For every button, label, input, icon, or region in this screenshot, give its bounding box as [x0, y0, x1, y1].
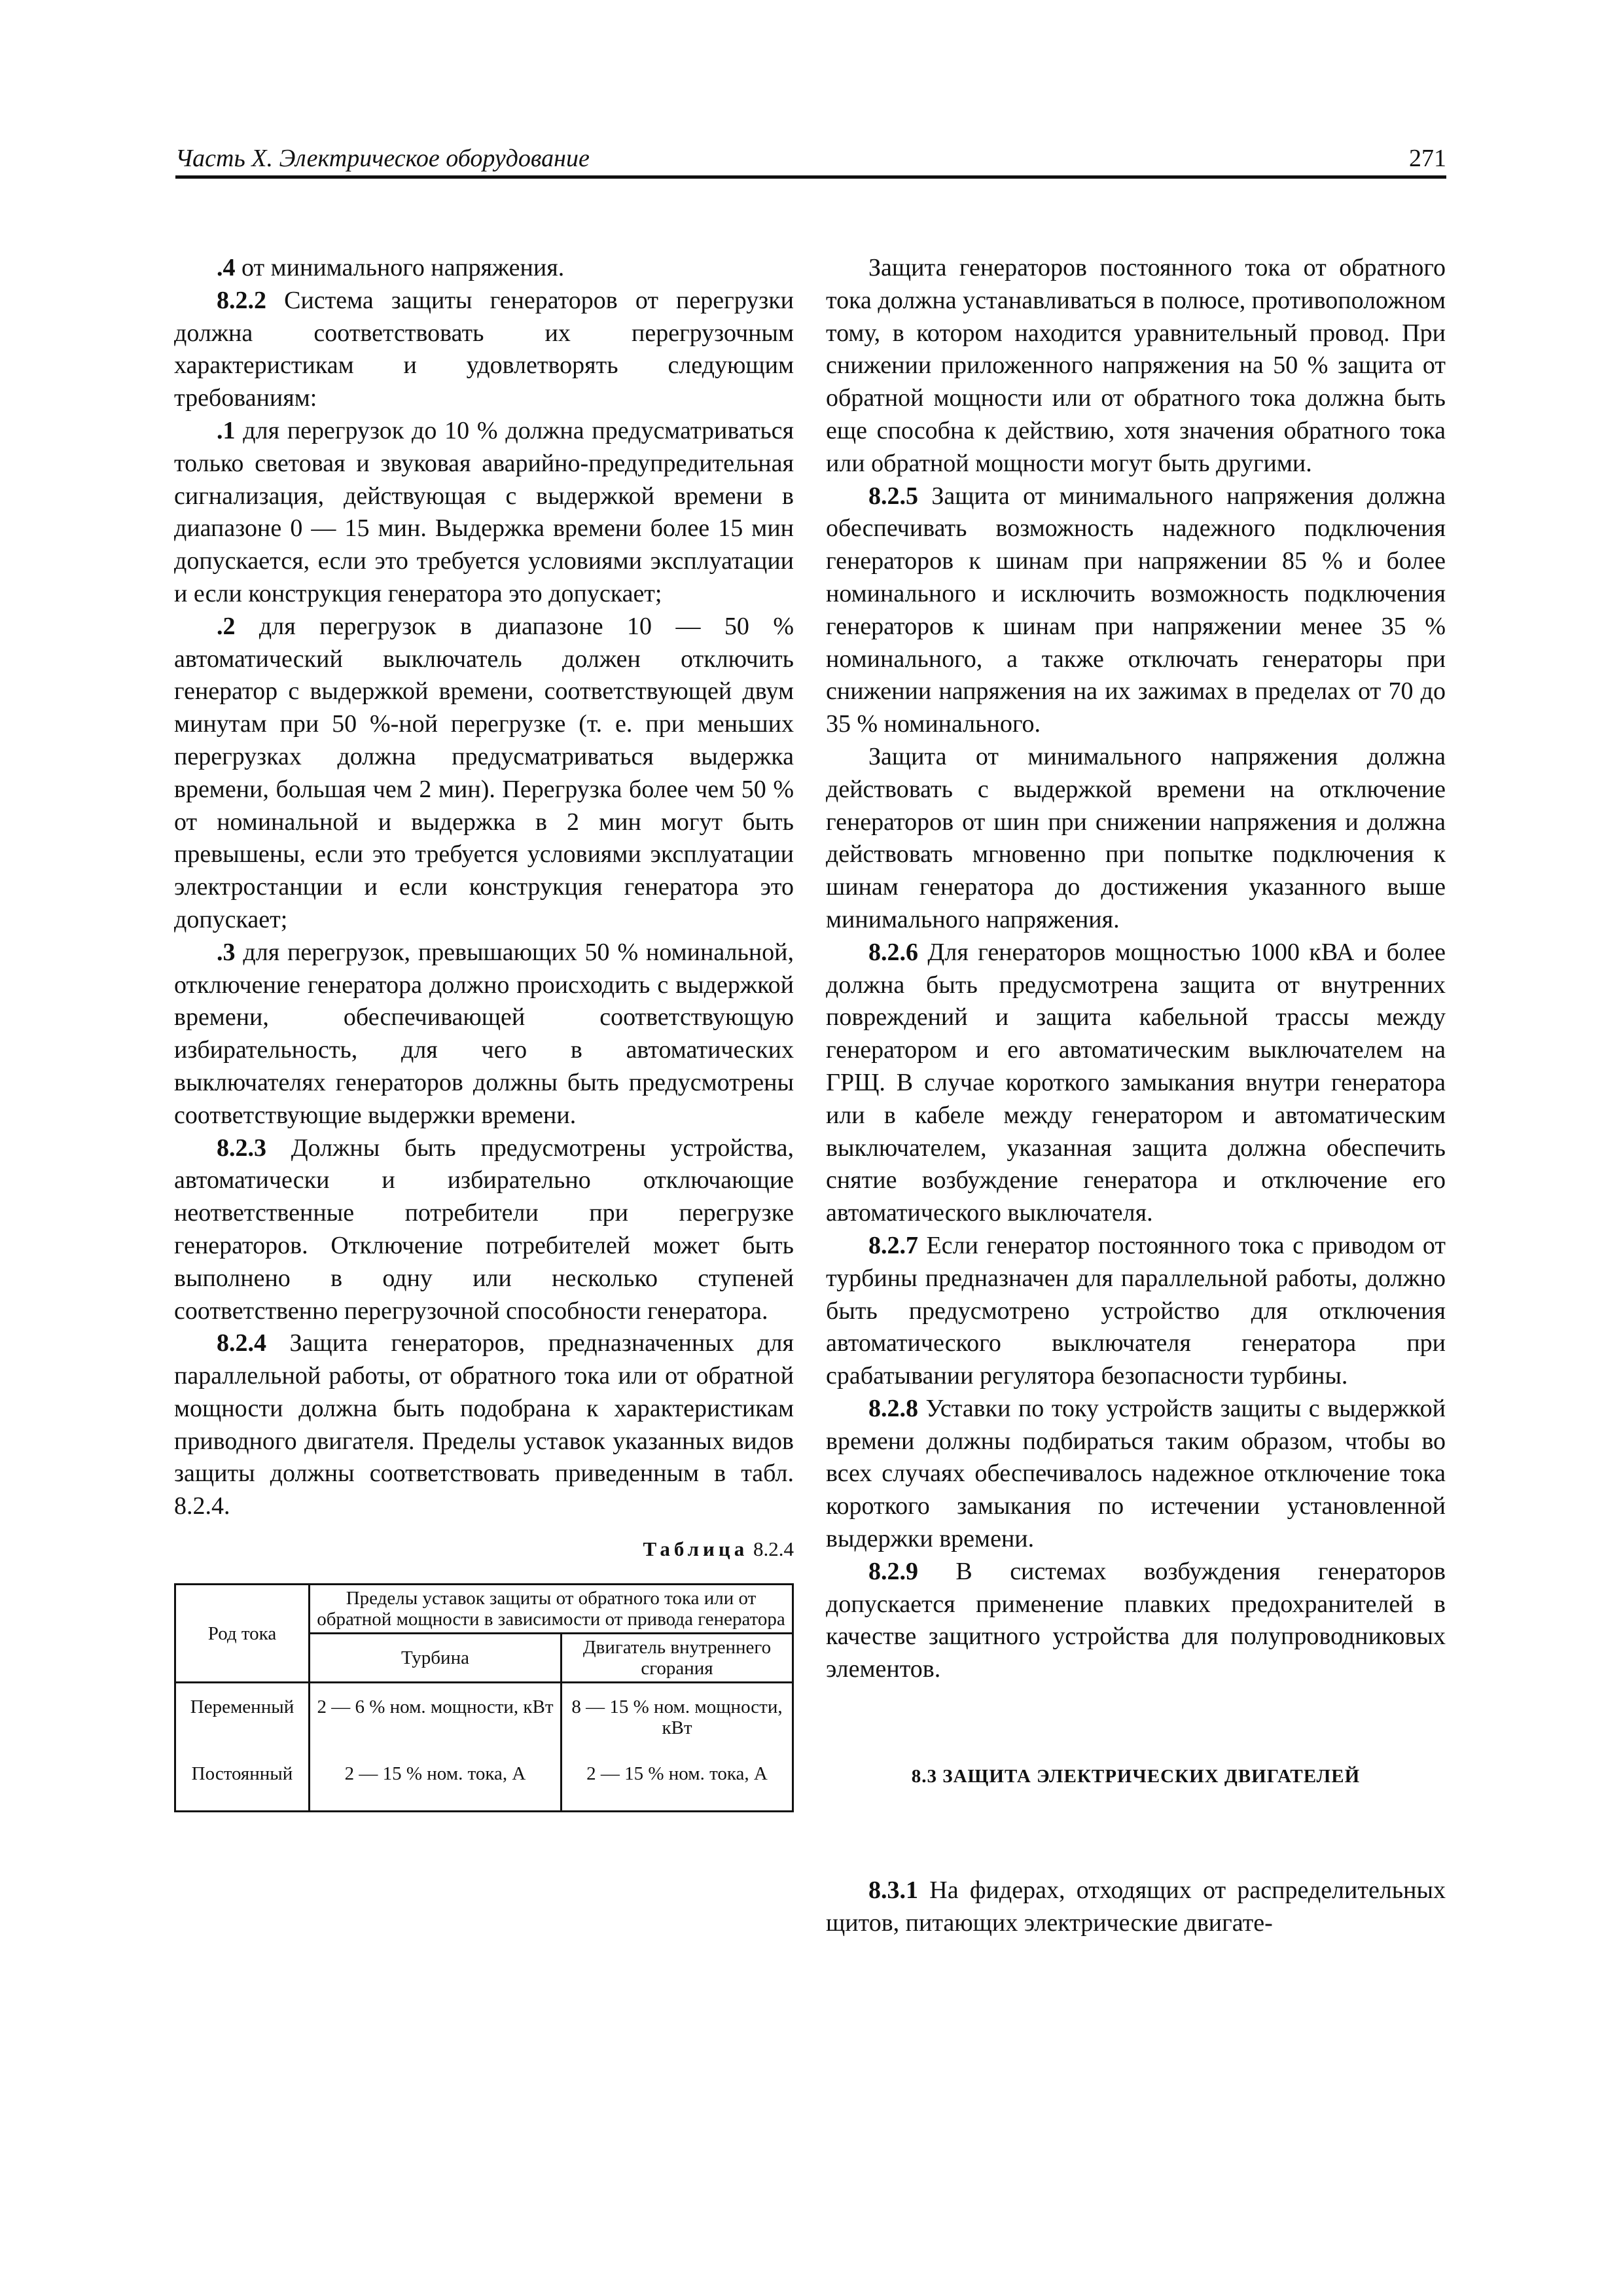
paragraph-text: Защита генераторов постоянного тока от обратного тока должна устанавливаться в полюсе, противоположном тому, в котором находится уравнительный провод. При снижении приложенного напряжения на 50 % защита от обратной мощности или от обратного тока должна быть еще способна к действию, хотя значения обратного тока или обратной мощности могут быть другими.	[826, 254, 1446, 477]
table-cell-engine: 8 — 15 % ном. мощности, кВт	[562, 1683, 793, 1751]
paragraph-text: Защита от минимального напряжения должна действовать с выдержкой времени на отключение генераторов от шин при снижении напряжения и должна действовать мгновенно при попытке подключения к шинам генератора до достижения указанного выше минимального напряжения.	[826, 742, 1446, 933]
paragraph-text: В системах возбуждения генераторов допускается применение плавких предохранителей в качестве защитного устройства для полупроводниковых элементов.	[826, 1557, 1446, 1683]
table-header-limits: Пределы уставок защиты от обратного тока или от обратной мощности в зависимости от привода генератора	[310, 1585, 793, 1634]
item-number: .2	[217, 612, 236, 640]
table-cell-engine: 2 — 15 % ном. тока, А	[562, 1750, 793, 1812]
paragraph-text: Если генератор постоянного тока с приводом от турбины предназначен для параллельной работы, должно быть предусмотрено устройство для отключения автоматического выключателя генератора при срабатывании регулятора безопасности турбины.	[826, 1231, 1446, 1390]
clause-number: 8.3.1	[868, 1876, 918, 1905]
paragraph-text: На фидерах, отходящих от распределительных щитов, питающих электрические двигате-	[826, 1876, 1446, 1937]
header-rule	[175, 175, 1446, 179]
paragraph-text: от минимального напряжения.	[235, 254, 565, 281]
clause-number: 8.2.7	[868, 1231, 918, 1259]
paragraph	[174, 1132, 794, 1328]
table-cell-kind: Переменный	[175, 1683, 310, 1751]
paragraph	[826, 480, 1446, 741]
item-number: .3	[217, 938, 236, 966]
clause-number: 8.2.6	[868, 938, 918, 966]
paragraph-text: Защита генераторов, предназначенных для параллельной работы, от обратного тока или от обратной мощности должна быть подобрана к характеристикам приводного двигателя. Пределы уставок указанных видов защиты должны соответствовать приведенным в табл. 8.2.4.	[174, 1329, 794, 1520]
table-header-kind: Род тока	[175, 1585, 310, 1683]
paragraph-text: Уставки по току устройств защиты с выдержкой времени должны подбираться таким образом, чтобы во всех случаях обеспечивалось надежное отключение тока короткого замыкания по истечении установленной выдержки времени.	[826, 1394, 1446, 1553]
table-cell-kind: Постоянный	[175, 1750, 310, 1812]
clause-number: 8.2.2	[217, 286, 266, 314]
table-caption	[174, 1535, 794, 1564]
item-number: .1	[217, 416, 236, 444]
paragraph	[174, 1327, 794, 1523]
running-title: Часть X. Электрическое оборудование	[175, 145, 590, 172]
page-number: 271	[1409, 145, 1446, 172]
clause-number: 8.2.4	[217, 1329, 266, 1357]
left-column	[174, 252, 794, 1812]
clause-number: 8.2.5	[868, 482, 918, 510]
table-row	[175, 1750, 793, 1812]
item-number: .4	[217, 254, 236, 281]
table-header-turbine: Турбина	[310, 1634, 562, 1683]
paragraph-text: Должны быть предусмотрены устройства, автоматически и избирательно отключающие неответственные потребители при перегрузке генераторов. Отключение потребителей может быть выполнено в одну или несколько ступеней соответственно перегрузочной способности генератора.	[174, 1134, 794, 1325]
clause-number: 8.2.3	[217, 1134, 266, 1162]
paragraph-text: для перегрузок в диапазоне 10 — 50 % автоматический выключатель должен отключить генератор с выдержкой времени, соответствующей двум минутам при 50 %-ной перегрузке (т. е. при меньших перегрузках должна предусматриваться выдержка времени, большая чем 2 мин). Перегрузка более чем 50 % от номинальной и выдержка в 2 мин могут быть превышены, если это требуется условиями эксплуатации электростанции и если конструкция генератора это допускает;	[174, 612, 794, 933]
paragraph	[826, 1556, 1446, 1686]
settings-table	[174, 1583, 794, 1812]
section-heading: 8.3 ЗАЩИТА ЭЛЕКТРИЧЕСКИХ ДВИГАТЕЛЕЙ	[911, 1766, 1361, 1787]
paragraph	[174, 415, 794, 611]
paragraph	[826, 1393, 1446, 1556]
paragraph	[826, 1874, 1446, 1940]
paragraph	[826, 741, 1446, 937]
paragraph	[826, 252, 1446, 480]
paragraph-text: Защита от минимального напряжения должна обеспечивать возможность надежного подключения генераторов к шинам при напряжении 85 % и более номинального и исключить возможность подключения генераторов к шинам при напряжении менее 35 % номинального, а также отключать генераторы при снижении напряжения на их зажимах в пределах от 70 до 35 % номинального.	[826, 482, 1446, 738]
clause-number: 8.2.9	[868, 1557, 918, 1585]
table-caption-number: 8.2.4	[753, 1537, 794, 1561]
table-cell-turbine: 2 — 15 % ном. тока, А	[310, 1750, 562, 1812]
table-row	[175, 1683, 793, 1751]
paragraph-text: для перегрузок до 10 % должна предусматриваться только световая и звуковая аварийно-предупредительная сигнализация, действующая с выдержкой времени в диапазоне 0 — 15 мин. Выдержка времени более 15 мин допускается, если это требуется условиями эксплуатации и если конструкция генератора это допускает;	[174, 416, 794, 607]
paragraph	[174, 285, 794, 415]
paragraph-text: для перегрузок, превышающих 50 % номинальной, отключение генератора должно происходить с выдержкой времени, обеспечивающей соответствующую избирательность, для чего в автоматических выключателях генераторов должны быть предусмотрены соответствующие выдержки времени.	[174, 938, 794, 1129]
running-head	[175, 139, 1446, 178]
paragraph	[174, 937, 794, 1132]
paragraph	[826, 1230, 1446, 1393]
paragraph-text: Для генераторов мощностью 1000 кВА и более должна быть предусмотрена защита от внутренних повреждений и защита кабельной трассы между генератором и его автоматическим выключателем на ГРЩ. В случае короткого замыкания внутри генератора или в кабеле между генератором и автоматическим выключателем, указанная защита должна обеспечить снятие возбуждение генератора и отключение его автоматического выключателя.	[826, 938, 1446, 1227]
paragraph	[174, 252, 794, 285]
paragraph	[826, 937, 1446, 1230]
table-header-engine: Двигатель внутреннего сгорания	[562, 1634, 793, 1683]
right-column	[826, 252, 1446, 1940]
paragraph	[174, 611, 794, 937]
table-caption-word: Таблица	[643, 1537, 749, 1561]
table-cell-turbine: 2 — 6 % ном. мощности, кВт	[310, 1683, 562, 1751]
paragraph-text: Система защиты генераторов от перегрузки должна соответствовать их перегрузочным характеристикам и удовлетворять следующим требованиям:	[174, 286, 794, 412]
clause-number: 8.2.8	[868, 1394, 918, 1422]
